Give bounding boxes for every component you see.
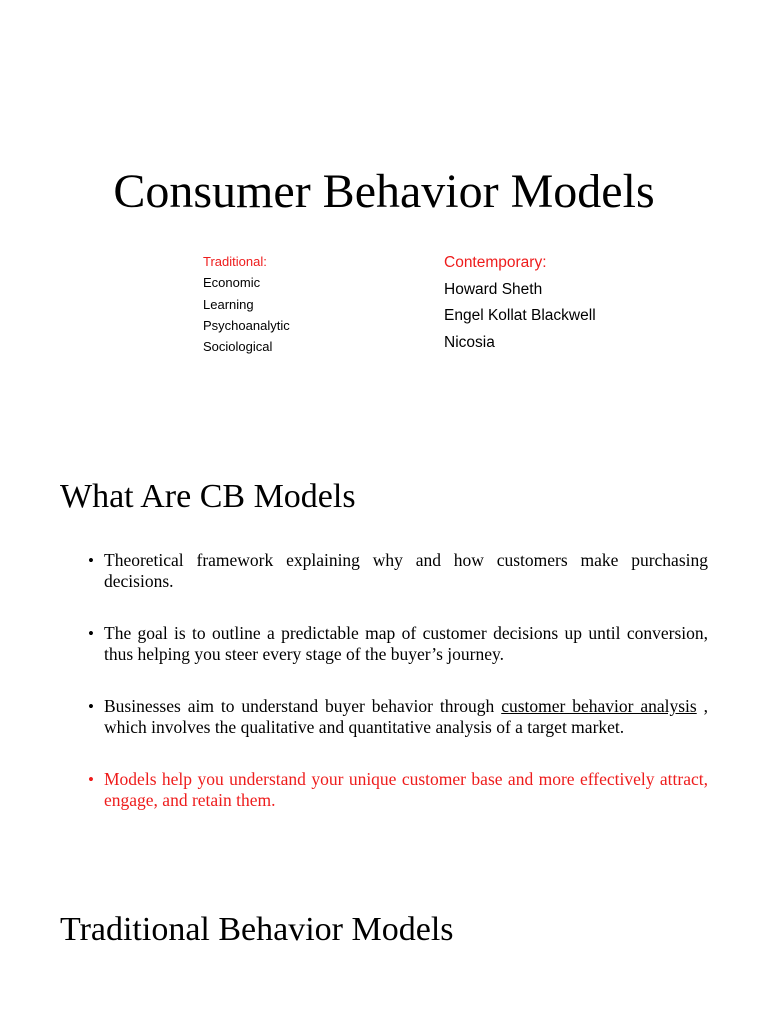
- section-title-traditional-behavior-models: Traditional Behavior Models: [60, 911, 454, 948]
- contemporary-item-nicosia: Nicosia: [444, 333, 495, 351]
- list-item: [88, 623, 708, 665]
- bullet-dot-icon: •: [88, 551, 94, 570]
- traditional-item-sociological: Sociological: [203, 339, 273, 355]
- bullet-text-after-link: , which involves the qualitative and quantitative analysis of a target market.: [104, 696, 708, 737]
- list-item: [88, 696, 708, 738]
- bullet-dot-icon: •: [88, 624, 94, 643]
- list-item: [88, 769, 708, 811]
- traditional-item-learning: Learning: [203, 296, 254, 312]
- traditional-item-economic: Economic: [203, 275, 261, 291]
- bullet-text-highlighted: Models help you understand your unique customer base and more effectively attract, engage, and retain them.: [104, 769, 708, 810]
- traditional-item-psychoanalytic: Psychoanalytic: [203, 317, 290, 333]
- contemporary-models-list: [444, 250, 704, 356]
- section-title-what-are-cb-models: What Are CB Models: [60, 478, 356, 515]
- page-title: Consumer Behavior Models: [113, 165, 655, 218]
- bullet-text-before-link: Businesses aim to understand buyer behavior through: [104, 696, 502, 716]
- contemporary-item-howard-sheth: Howard Sheth: [444, 280, 543, 298]
- contemporary-heading: Contemporary:: [444, 254, 547, 271]
- bullet-dot-icon: •: [88, 770, 94, 789]
- traditional-models-list: [203, 251, 403, 357]
- customer-behavior-analysis-link[interactable]: customer behavior analysis: [501, 696, 697, 716]
- bullet-dot-icon: •: [88, 697, 94, 716]
- bullet-text: [104, 696, 708, 738]
- bullet-text: Theoretical framework explaining why and how customers make purchasing decisions.: [104, 550, 708, 591]
- list-item: [88, 550, 708, 592]
- traditional-heading: Traditional:: [203, 254, 267, 269]
- contemporary-item-engel-kollat-blackwell: Engel Kollat Blackwell: [444, 307, 596, 324]
- bullet-text: The goal is to outline a predictable map of customer decisions up until conversion, thus helping you steer every stage of the buyer’s journey.: [104, 623, 708, 664]
